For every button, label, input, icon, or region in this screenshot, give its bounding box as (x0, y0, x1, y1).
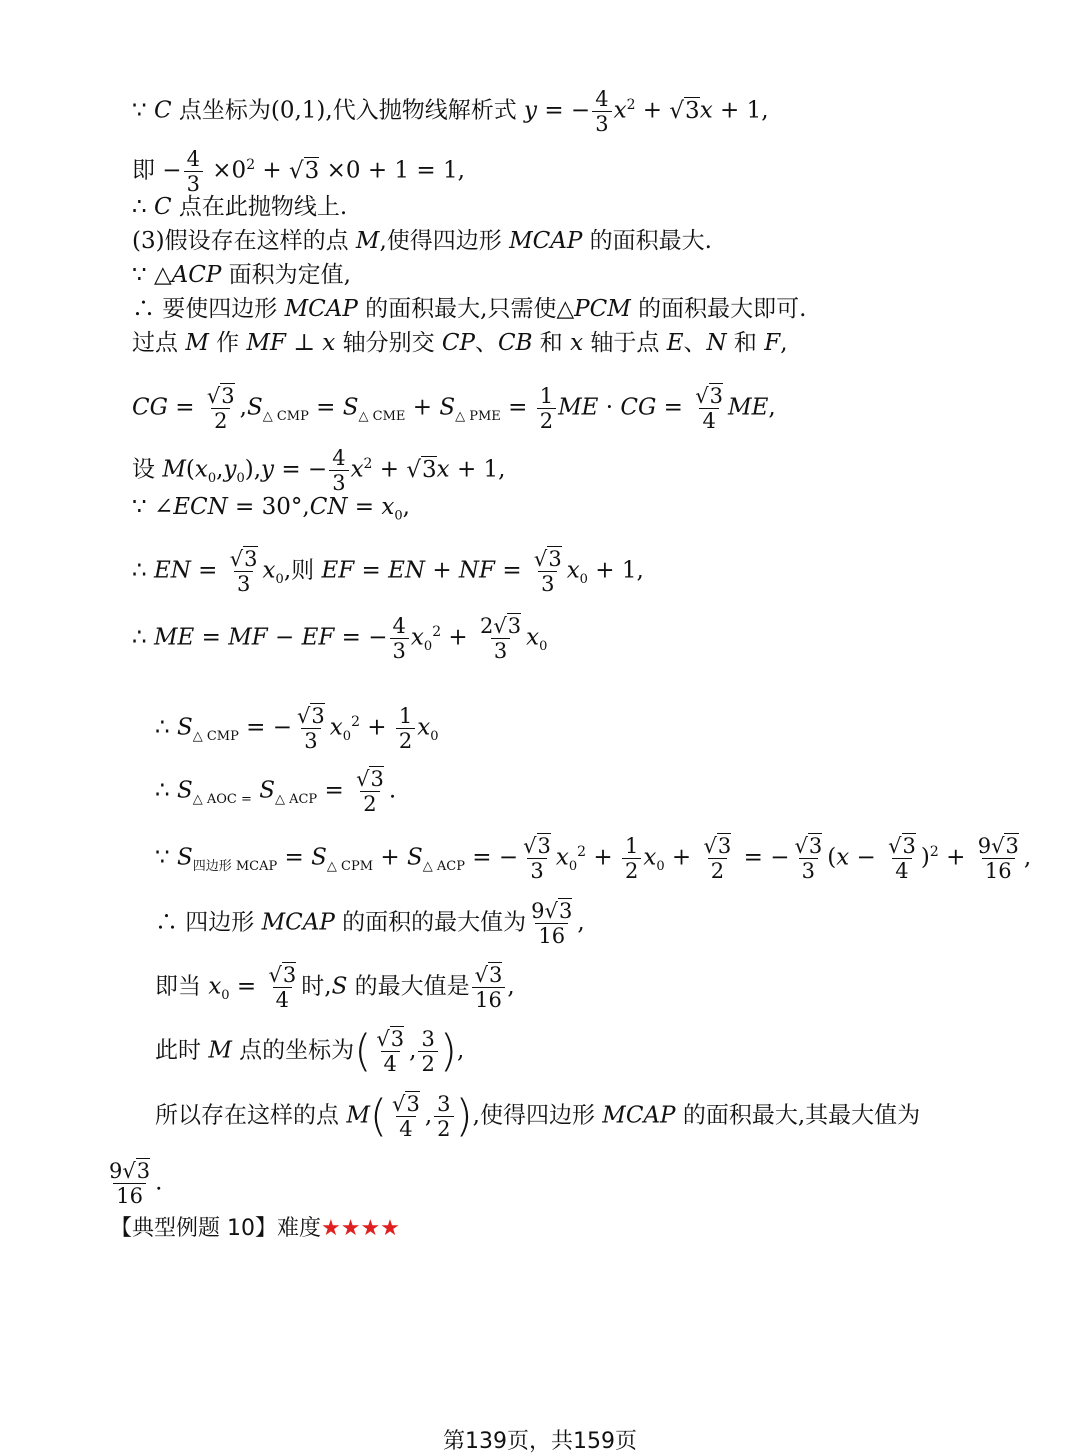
difficulty-stars: ★★★★ (321, 1216, 400, 1241)
solution-line: ∵ $S_{四边形 MCAP} = S_{\triangle CPM} + S_{\triangle ACP}$ = − $\frac{√3}{3}$ $x_0^2$ + $\frac{1}{2}$ $x_0$ + $\frac{√3}{2}$ = − $\frac{√3}{3}$ (x − $\frac{√3}{4}$ )$^2$ + $\frac{9√3}{16}$ , (155, 834, 1032, 884)
solution-line: 设 $M(x_0,y_0),y$ = − $\frac{4}{3}$ $x^2 + √3x + 1$, (132, 446, 506, 496)
solution-line: ∴ $S_{\triangle CMP}$ = − $\frac{√3}{3}$ $x_0^2$ + $\frac{1}{2}$ $x_0$ (155, 704, 439, 754)
example-heading (110, 1218, 400, 1240)
solution-line: 即当 $x_0$ = $\frac{√3}{4}$ 时,S 的最大值是 $\frac{√3}{16}$ , (155, 963, 515, 1013)
solution-line: CG = $\frac{√3}{2}$ $,S_{\triangle CMP} = S_{\triangle CME} + S_{\triangle PME}$ = $\frac{1}{2}$ ME · CG = $\frac{√3}{4}$ ME, (132, 384, 776, 434)
page-number: 第139页，共159页 (443, 1429, 637, 1454)
solution-line: ∴ C 点在此抛物线上. (132, 194, 348, 220)
solution-line: 即 − $\frac{4}{3}$ $\times 0^2 + √3 \times 0 + 1 = 1$, (132, 147, 465, 197)
solution-line: ∵ △ACP 面积为定值, (132, 262, 351, 288)
solution-line: ∵ C 点坐标为(0,1),代入抛物线解析式 y = − $\frac{4}{3}$ $x^2 + √3x + 1$, (132, 87, 769, 137)
solution-line: $\frac{9√3}{16}$ . (109, 1159, 163, 1209)
solution-line: 所以存在这样的点 M( $\frac{√3}{4}$ , $\frac{3}{2}$ ),使得四边形 MCAP 的面积最大,其最大值为 (155, 1090, 921, 1142)
solution-line: ∵ ∠ECN = $30^\circ,CN = x_0$, (132, 494, 410, 524)
solution-line: ∴ 要使四边形 MCAP 的面积最大,只需使△PCM 的面积最大即可. (132, 296, 807, 322)
solution-line: ∴ ME = MF − EF = − $\frac{4}{3}$ $x_0^2$ + $\frac{2√3}{3}$ $x_0$ (132, 614, 548, 664)
example-heading-label: 【典型例题 10】难度 (110, 1216, 321, 1241)
solution-line: ∴ EN = $\frac{√3}{3}$ $x_0$,则 EF = EN + NF = $\frac{√3}{3}$ $x_0 + 1$, (132, 547, 644, 597)
solution-line: 过点 M 作 MF ⊥ x 轴分别交 CP、CB 和 x 轴于点 E、N 和 F, (132, 330, 788, 356)
solution-line: ∴ $S_{\triangle AOC =}$ $S_{\triangle ACP}$ = $\frac{√3}{2}$ . (155, 767, 397, 817)
solution-line: (3)假设存在这样的点 M,使得四边形 MCAP 的面积最大. (132, 228, 712, 254)
solution-line: 此时 M 点的坐标为( $\frac{√3}{4}$ , $\frac{3}{2}$ ), (155, 1025, 465, 1077)
solution-line: ∴ 四边形 MCAP 的面积的最大值为 $\frac{9√3}{16}$ , (155, 899, 585, 949)
